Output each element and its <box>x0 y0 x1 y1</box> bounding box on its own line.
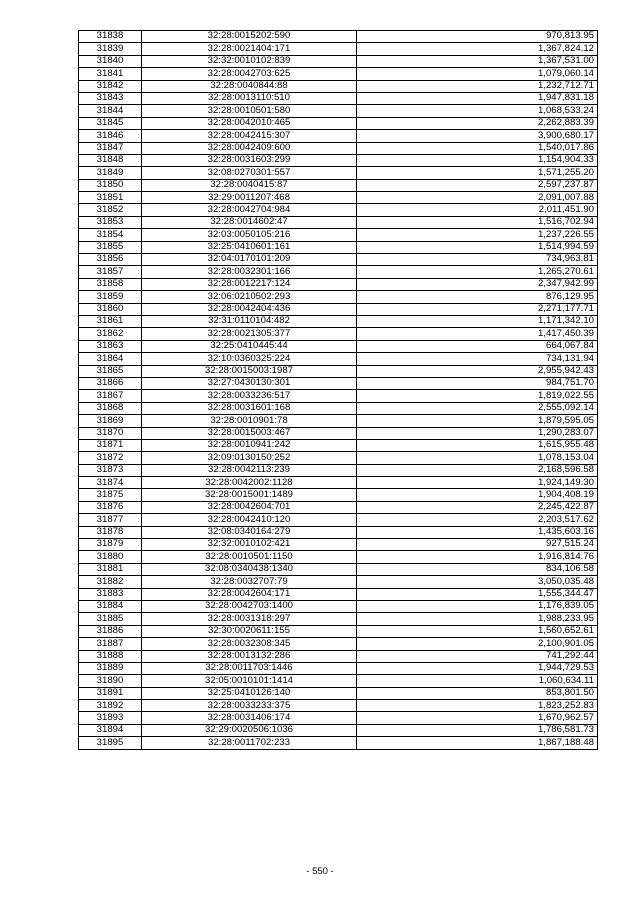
amount-cell: 2,271,177.71 <box>357 303 598 315</box>
table-row <box>79 365 598 377</box>
amount-cell: 970,813.95 <box>357 31 598 43</box>
table-row <box>79 377 598 389</box>
table-row <box>79 353 598 365</box>
row-number-cell: 31844 <box>79 105 142 117</box>
cadastral-number-cell: 32:28:0031603:299 <box>142 154 357 166</box>
table-row <box>79 489 598 501</box>
amount-cell: 1,988,233.95 <box>357 613 598 625</box>
amount-cell: 1,176,839.05 <box>357 600 598 612</box>
row-number-cell: 31842 <box>79 80 142 92</box>
row-number-cell: 31863 <box>79 340 142 352</box>
table-row <box>79 613 598 625</box>
amount-cell: 1,060,634.11 <box>357 675 598 687</box>
table-row <box>79 737 598 749</box>
table-row <box>79 80 598 92</box>
amount-cell: 1,516,702.94 <box>357 216 598 228</box>
amount-cell: 1,232,712.71 <box>357 80 598 92</box>
table-row <box>79 724 598 736</box>
amount-cell: 2,347,942.99 <box>357 278 598 290</box>
row-number-cell: 31877 <box>79 514 142 526</box>
row-number-cell: 31886 <box>79 625 142 637</box>
row-number-cell: 31876 <box>79 501 142 513</box>
amount-cell: 3,050,035.48 <box>357 576 598 588</box>
cadastral-number-cell: 32:08:0340164:279 <box>142 526 357 538</box>
table-row <box>79 464 598 476</box>
row-number-cell: 31865 <box>79 365 142 377</box>
amount-cell: 2,203,517.62 <box>357 514 598 526</box>
amount-cell: 1,879,595.05 <box>357 415 598 427</box>
cadastral-number-cell: 32:28:0042704:984 <box>142 204 357 216</box>
cadastral-number-cell: 32:28:0014602:47 <box>142 216 357 228</box>
row-number-cell: 31895 <box>79 737 142 749</box>
row-number-cell: 31875 <box>79 489 142 501</box>
row-number-cell: 31884 <box>79 600 142 612</box>
cadastral-number-cell: 32:28:0042604:701 <box>142 501 357 513</box>
cadastral-number-cell: 32:32:0010102:839 <box>142 55 357 67</box>
amount-cell: 741,292.44 <box>357 650 598 662</box>
table-row <box>79 254 598 266</box>
table-row <box>79 315 598 327</box>
cadastral-number-cell: 32:28:0011702:233 <box>142 737 357 749</box>
row-number-cell: 31868 <box>79 402 142 414</box>
row-number-cell: 31866 <box>79 377 142 389</box>
cadastral-number-cell: 32:28:0010501:1150 <box>142 551 357 563</box>
table-row <box>79 241 598 253</box>
amount-cell: 2,955,942.43 <box>357 365 598 377</box>
cadastral-number-cell: 32:28:0042703:1400 <box>142 600 357 612</box>
table-row <box>79 427 598 439</box>
amount-cell: 1,670,962.57 <box>357 712 598 724</box>
amount-cell: 1,560,652.61 <box>357 625 598 637</box>
row-number-cell: 31879 <box>79 539 142 551</box>
table-row <box>79 439 598 451</box>
page-number: - 550 - <box>306 866 334 877</box>
row-number-cell: 31871 <box>79 439 142 451</box>
table-row <box>79 415 598 427</box>
cadastral-number-cell: 32:28:0042415:307 <box>142 130 357 142</box>
cadastral-number-cell: 32:25:0410445:44 <box>142 340 357 352</box>
row-number-cell: 31856 <box>79 254 142 266</box>
cadastral-number-cell: 32:10:0360325:224 <box>142 353 357 365</box>
table-row <box>79 452 598 464</box>
amount-cell: 1,417,450.39 <box>357 328 598 340</box>
cadastral-number-cell: 32:28:0040844:88 <box>142 80 357 92</box>
row-number-cell: 31887 <box>79 638 142 650</box>
amount-cell: 1,367,824.12 <box>357 43 598 55</box>
cadastral-number-cell: 32:30:0020611:155 <box>142 625 357 637</box>
row-number-cell: 31864 <box>79 353 142 365</box>
row-number-cell: 31891 <box>79 687 142 699</box>
amount-cell: 3,900,680.17 <box>357 130 598 142</box>
amount-cell: 2,091,007.88 <box>357 192 598 204</box>
row-number-cell: 31881 <box>79 563 142 575</box>
amount-cell: 1,904,408.19 <box>357 489 598 501</box>
amount-cell: 1,615,955.48 <box>357 439 598 451</box>
row-number-cell: 31853 <box>79 216 142 228</box>
amount-cell: 1,290,283.07 <box>357 427 598 439</box>
table-row <box>79 204 598 216</box>
table-row <box>79 303 598 315</box>
cadastral-number-cell: 32:28:0033236:517 <box>142 390 357 402</box>
cadastral-number-cell: 32:28:0031318:297 <box>142 613 357 625</box>
cadastral-number-cell: 32:28:0040415:87 <box>142 179 357 191</box>
table-row <box>79 266 598 278</box>
table-row <box>79 278 598 290</box>
table-row <box>79 700 598 712</box>
table-row <box>79 576 598 588</box>
cadastral-number-cell: 32:25:0410601:161 <box>142 241 357 253</box>
table-row <box>79 142 598 154</box>
cadastral-number-cell: 32:28:0015001:1489 <box>142 489 357 501</box>
amount-cell: 2,597,237.87 <box>357 179 598 191</box>
row-number-cell: 31854 <box>79 229 142 241</box>
cadastral-number-cell: 32:28:0042409:600 <box>142 142 357 154</box>
amount-cell: 1,514,994.59 <box>357 241 598 253</box>
table-row <box>79 687 598 699</box>
cadastral-number-cell: 32:28:0031406:174 <box>142 712 357 724</box>
table-row <box>79 68 598 80</box>
row-number-cell: 31880 <box>79 551 142 563</box>
row-number-cell: 31862 <box>79 328 142 340</box>
amount-cell: 1,078,153.04 <box>357 452 598 464</box>
cadastral-number-cell: 32:28:0015202:590 <box>142 31 357 43</box>
row-number-cell: 31849 <box>79 167 142 179</box>
amount-cell: 1,786,581.73 <box>357 724 598 736</box>
amount-cell: 1,924,149.30 <box>357 477 598 489</box>
cadastral-number-cell: 32:28:0013132:286 <box>142 650 357 662</box>
cadastral-number-cell: 32:28:0042113:239 <box>142 464 357 476</box>
amount-cell: 927,515.24 <box>357 539 598 551</box>
amount-cell: 1,237,226.55 <box>357 229 598 241</box>
cadastral-number-cell: 32:28:0032707:79 <box>142 576 357 588</box>
row-number-cell: 31888 <box>79 650 142 662</box>
row-number-cell: 31859 <box>79 291 142 303</box>
table-row <box>79 43 598 55</box>
cadastral-number-cell: 32:27:0430130:301 <box>142 377 357 389</box>
table-row <box>79 402 598 414</box>
row-number-cell: 31851 <box>79 192 142 204</box>
table-row <box>79 31 598 43</box>
table-row <box>79 650 598 662</box>
table-row <box>79 563 598 575</box>
amount-cell: 1,867,188.48 <box>357 737 598 749</box>
cadastral-number-cell: 32:25:0410126:140 <box>142 687 357 699</box>
row-number-cell: 31847 <box>79 142 142 154</box>
amount-cell: 2,100,901.05 <box>357 638 598 650</box>
row-number-cell: 31845 <box>79 117 142 129</box>
cadastral-number-cell: 32:09:0130150:252 <box>142 452 357 464</box>
cadastral-number-cell: 32:06:0210502:293 <box>142 291 357 303</box>
row-number-cell: 31860 <box>79 303 142 315</box>
row-number-cell: 31885 <box>79 613 142 625</box>
table-row <box>79 179 598 191</box>
table-row <box>79 638 598 650</box>
table-row <box>79 625 598 637</box>
amount-cell: 2,168,596.58 <box>357 464 598 476</box>
row-number-cell: 31843 <box>79 92 142 104</box>
cadastral-number-cell: 32:28:0042010:465 <box>142 117 357 129</box>
cadastral-number-cell: 32:28:0031601:168 <box>142 402 357 414</box>
amount-cell: 734,963.81 <box>357 254 598 266</box>
table-row <box>79 390 598 402</box>
row-number-cell: 31882 <box>79 576 142 588</box>
cadastral-number-cell: 32:29:0011207:468 <box>142 192 357 204</box>
cadastral-number-cell: 32:28:0010941:242 <box>142 439 357 451</box>
amount-cell: 1,171,342.10 <box>357 315 598 327</box>
table-row <box>79 600 598 612</box>
cadastral-number-cell: 32:31:0110104:482 <box>142 315 357 327</box>
cadastral-number-cell: 32:28:0012217:124 <box>142 278 357 290</box>
amount-cell: 1,540,017.86 <box>357 142 598 154</box>
table-row <box>79 526 598 538</box>
table-row <box>79 514 598 526</box>
table-row <box>79 662 598 674</box>
table-row <box>79 105 598 117</box>
row-number-cell: 31841 <box>79 68 142 80</box>
cadastral-number-cell: 32:28:0021305:377 <box>142 328 357 340</box>
row-number-cell: 31890 <box>79 675 142 687</box>
row-number-cell: 31850 <box>79 179 142 191</box>
row-number-cell: 31869 <box>79 415 142 427</box>
table-row <box>79 154 598 166</box>
amount-cell: 1,947,831.18 <box>357 92 598 104</box>
amount-cell: 1,819,022.55 <box>357 390 598 402</box>
cadastral-number-cell: 32:28:0032301:166 <box>142 266 357 278</box>
table-row <box>79 192 598 204</box>
row-number-cell: 31878 <box>79 526 142 538</box>
row-number-cell: 31874 <box>79 477 142 489</box>
row-number-cell: 31873 <box>79 464 142 476</box>
amount-cell: 1,571,255.20 <box>357 167 598 179</box>
amount-cell: 1,154,904.33 <box>357 154 598 166</box>
cadastral-number-cell: 32:03:0050105:216 <box>142 229 357 241</box>
table-row <box>79 229 598 241</box>
registry-table-body <box>79 31 598 750</box>
amount-cell: 2,245,422.87 <box>357 501 598 513</box>
table-row <box>79 130 598 142</box>
row-number-cell: 31892 <box>79 700 142 712</box>
cadastral-number-cell: 32:28:0013110:510 <box>142 92 357 104</box>
amount-cell: 1,916,814.76 <box>357 551 598 563</box>
row-number-cell: 31858 <box>79 278 142 290</box>
table-row <box>79 551 598 563</box>
row-number-cell: 31846 <box>79 130 142 142</box>
table-row <box>79 291 598 303</box>
cadastral-number-cell: 32:28:0021404:171 <box>142 43 357 55</box>
cadastral-number-cell: 32:32:0010102:421 <box>142 539 357 551</box>
amount-cell: 2,555,092.14 <box>357 402 598 414</box>
row-number-cell: 31838 <box>79 31 142 43</box>
cadastral-number-cell: 32:08:0340438:1340 <box>142 563 357 575</box>
amount-cell: 1,435,603.16 <box>357 526 598 538</box>
row-number-cell: 31852 <box>79 204 142 216</box>
row-number-cell: 31872 <box>79 452 142 464</box>
amount-cell: 1,068,533.24 <box>357 105 598 117</box>
table-row <box>79 675 598 687</box>
table-row <box>79 477 598 489</box>
row-number-cell: 31848 <box>79 154 142 166</box>
cadastral-number-cell: 32:08:0270301:557 <box>142 167 357 179</box>
amount-cell: 834,106.58 <box>357 563 598 575</box>
cadastral-number-cell: 32:28:0042604:171 <box>142 588 357 600</box>
amount-cell: 664,067.84 <box>357 340 598 352</box>
amount-cell: 853,801.50 <box>357 687 598 699</box>
cadastral-number-cell: 32:28:0011703:1446 <box>142 662 357 674</box>
row-number-cell: 31867 <box>79 390 142 402</box>
table-row <box>79 167 598 179</box>
table-row <box>79 588 598 600</box>
row-number-cell: 31857 <box>79 266 142 278</box>
row-number-cell: 31840 <box>79 55 142 67</box>
cadastral-number-cell: 32:28:0042404:436 <box>142 303 357 315</box>
cadastral-number-cell: 32:05:0010101:1414 <box>142 675 357 687</box>
amount-cell: 2,011,451.90 <box>357 204 598 216</box>
row-number-cell: 31889 <box>79 662 142 674</box>
amount-cell: 876,129.95 <box>357 291 598 303</box>
cadastral-number-cell: 32:28:0042410:120 <box>142 514 357 526</box>
amount-cell: 734,131.94 <box>357 353 598 365</box>
amount-cell: 2,262,883.39 <box>357 117 598 129</box>
cadastral-number-cell: 32:28:0033233:375 <box>142 700 357 712</box>
table-row <box>79 55 598 67</box>
table-row <box>79 328 598 340</box>
cadastral-number-cell: 32:28:0015003:1987 <box>142 365 357 377</box>
cadastral-number-cell: 32:28:0032308:345 <box>142 638 357 650</box>
amount-cell: 1,079,060.14 <box>357 68 598 80</box>
row-number-cell: 31883 <box>79 588 142 600</box>
amount-cell: 1,265,270.61 <box>357 266 598 278</box>
row-number-cell: 31839 <box>79 43 142 55</box>
cadastral-number-cell: 32:28:0042002:1128 <box>142 477 357 489</box>
cadastral-number-cell: 32:28:0015003:467 <box>142 427 357 439</box>
cadastral-number-cell: 32:28:0010901:78 <box>142 415 357 427</box>
cadastral-number-cell: 32:29:0020506:1036 <box>142 724 357 736</box>
row-number-cell: 31855 <box>79 241 142 253</box>
row-number-cell: 31893 <box>79 712 142 724</box>
amount-cell: 1,823,252.83 <box>357 700 598 712</box>
cadastral-number-cell: 32:28:0010501:580 <box>142 105 357 117</box>
table-row <box>79 216 598 228</box>
registry-table <box>78 30 598 750</box>
table-row <box>79 501 598 513</box>
row-number-cell: 31870 <box>79 427 142 439</box>
table-row <box>79 92 598 104</box>
row-number-cell: 31861 <box>79 315 142 327</box>
amount-cell: 1,555,344.47 <box>357 588 598 600</box>
amount-cell: 1,367,531.00 <box>357 55 598 67</box>
amount-cell: 1,944,729.53 <box>357 662 598 674</box>
table-row <box>79 712 598 724</box>
cadastral-number-cell: 32:28:0042703:625 <box>142 68 357 80</box>
row-number-cell: 31894 <box>79 724 142 736</box>
table-row <box>79 539 598 551</box>
amount-cell: 984,751.70 <box>357 377 598 389</box>
table-row <box>79 117 598 129</box>
table-row <box>79 340 598 352</box>
cadastral-number-cell: 32:04:0170101:209 <box>142 254 357 266</box>
